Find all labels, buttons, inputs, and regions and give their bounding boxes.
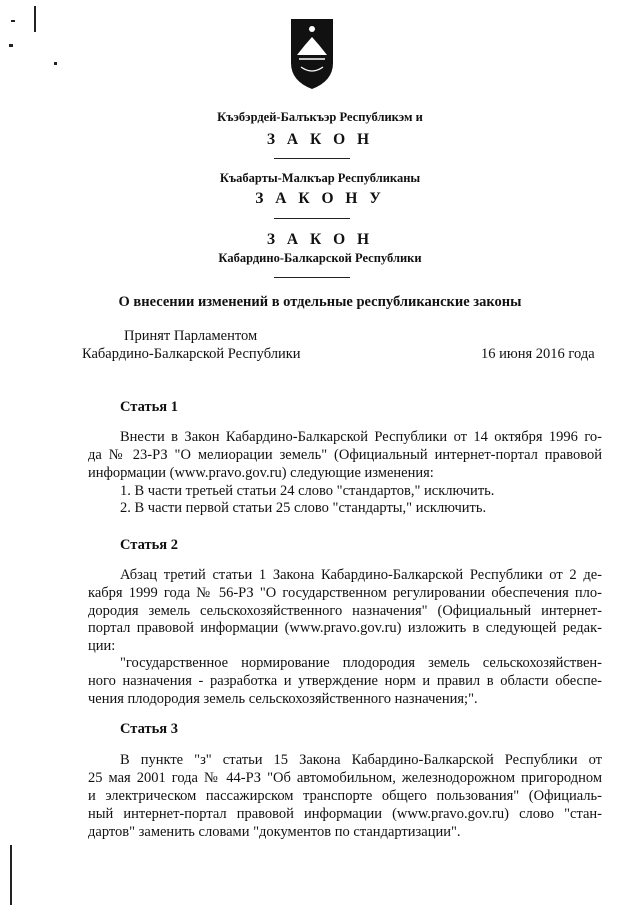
header-kbr-law: З А К О Н xyxy=(266,131,374,148)
article-2-quote: чения плодородия земель сельскохозяйственного назначения;". xyxy=(88,691,478,707)
article-2-heading: Статья 2 xyxy=(120,537,178,553)
article-1-line: Внести в Закон Кабардино-Балкарской Республики от 14 октября 1996 го- xyxy=(120,429,602,445)
article-2-line: ции: xyxy=(88,638,116,654)
article-2-line: дородия земель сельскохозяйственного назначения" (Официальный интернет- xyxy=(88,603,602,619)
header-divider xyxy=(274,158,350,159)
header-divider xyxy=(274,277,350,278)
scan-mark xyxy=(34,6,36,32)
article-2-line: Абзац третий статьи 1 Закона Кабардино-Балкарской Республики от 2 де- xyxy=(120,567,602,583)
adoption-date: 16 июня 2016 года xyxy=(481,346,595,362)
article-3-line: В пункте "з" статьи 15 Закона Кабардино-Балкарской Республики от xyxy=(120,752,602,768)
article-2-quote: ного назначения - разработка и утверждение норм и правил в области обеспе- xyxy=(88,673,602,689)
scan-mark xyxy=(11,20,15,22)
adoption-line-2: Кабардино-Балкарской Республики xyxy=(82,346,301,362)
header-km-republic: Къабарты-Малкъар Республиканы xyxy=(219,171,421,185)
scan-mark xyxy=(10,845,12,905)
header-divider xyxy=(274,218,350,219)
document-title: О внесении изменений в отдельные республиканские законы xyxy=(118,294,522,310)
article-3-line: ный интернет-портал правовой информации (www.pravo.gov.ru) слово "стан- xyxy=(88,806,602,822)
article-2-quote: "государственное нормирование плодородия земель сельскохозяйствен- xyxy=(120,655,602,671)
header-km-law: З А К О Н У xyxy=(255,190,385,207)
scan-mark xyxy=(9,44,13,47)
article-2-line: портал правовой информации (www.pravo.gov.ru) изложить в следующей редак- xyxy=(88,620,602,636)
header-kbr-republic: Къэбэрдей-Балъкъэр Республикэм и xyxy=(217,110,423,124)
adoption-line-1: Принят Парламентом xyxy=(124,328,258,344)
header-ru-law: З А К О Н xyxy=(266,231,374,248)
article-3-heading: Статья 3 xyxy=(120,721,178,737)
article-3-line: и электрическом пассажирском транспорте общего пользования" (Официаль- xyxy=(88,788,602,804)
article-2-line: кабря 1999 года № 56-РЗ "О государственном регулировании обеспечения пло- xyxy=(88,585,602,601)
article-1-line: информации (www.pravo.gov.ru) следующие изменения: xyxy=(88,465,434,481)
article-1-heading: Статья 1 xyxy=(120,399,178,415)
coat-of-arms-emblem xyxy=(287,15,337,91)
article-3-line: дартов" заменить словами "документов по стандартизации". xyxy=(88,824,461,840)
article-1-item: 2. В части первой статьи 25 слово "стандарты," исключить. xyxy=(120,500,487,516)
header-ru-republic: Кабардино-Балкарской Республики xyxy=(218,251,422,265)
article-1-line: да № 23-РЗ "О мелиорации земель" (Официальный интернет-портал правовой xyxy=(88,447,602,463)
article-1-item: 1. В части третьей статьи 24 слово "стандартов," исключить. xyxy=(120,483,495,499)
scan-mark xyxy=(54,62,57,65)
article-3-line: 25 мая 2001 года № 44-РЗ "Об автомобильном, железнодорожном пригородном xyxy=(88,770,602,786)
